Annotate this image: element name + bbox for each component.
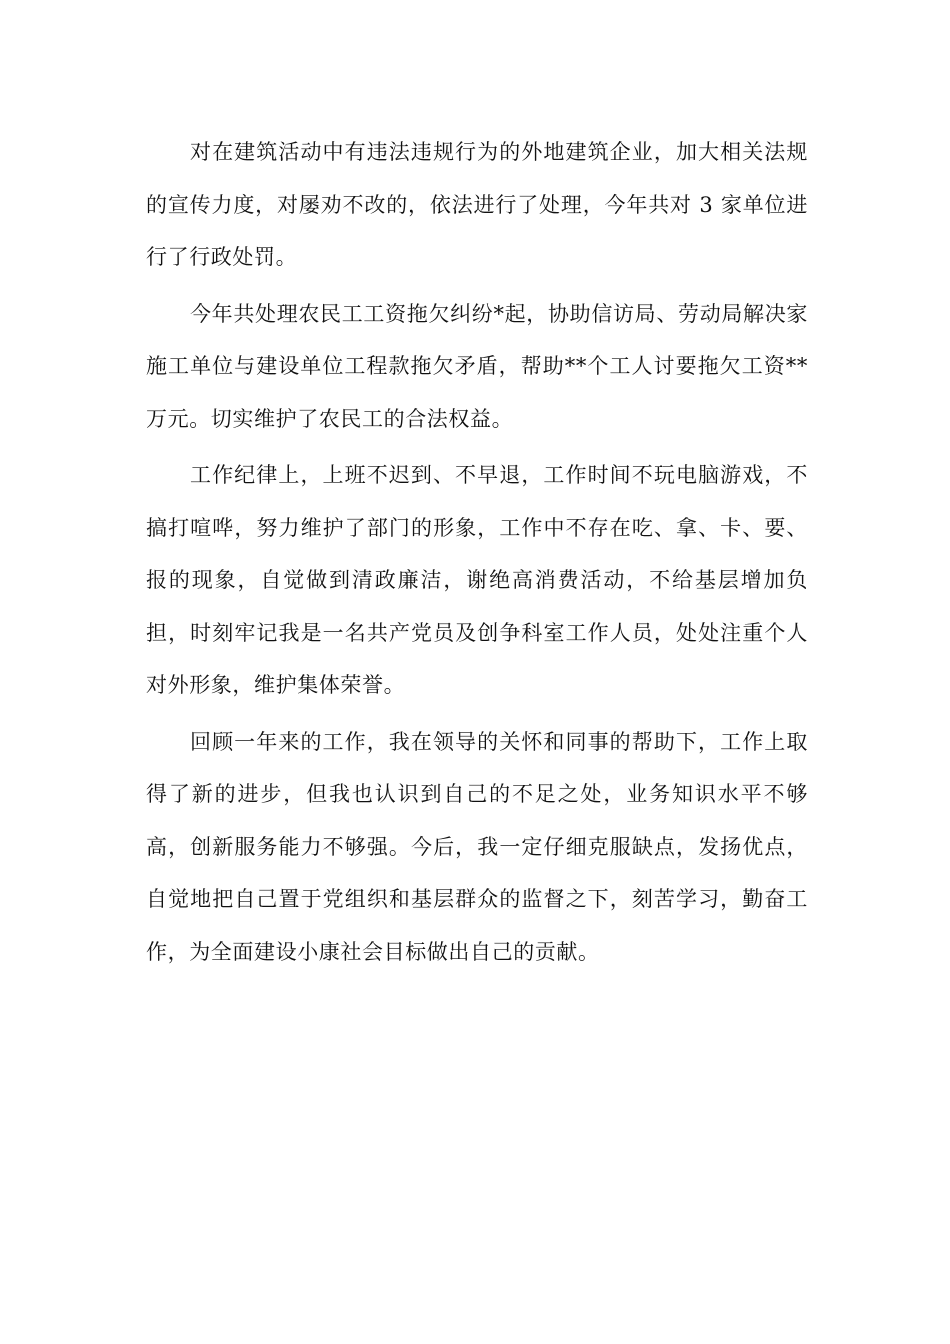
paragraph-4: 回顾一年来的工作，我在领导的关怀和同事的帮助下，工作上取得了新的进步，但我也认识到自己的不足之处，业务知识水平不够高，创新服务能力不够强。今后，我一定仔细克服缺点，发扬优点，自觉地把自己置于党组织和基层群众的监督之下，刻苦学习，勤奋工作，为全面建设小康社会目标做出自己的贡献。 bbox=[146, 729, 808, 964]
document-body bbox=[146, 126, 808, 982]
paragraph-1: 对在建筑活动中有违法违规行为的外地建筑企业，加大相关法规的宣传力度，对屡劝不改的，依法进行了处理，今年共对 3 家单位进行了行政处罚。 bbox=[146, 140, 808, 269]
paragraph-3: 工作纪律上，上班不迟到、不早退，工作时间不玩电脑游戏，不搞打喧哗，努力维护了部门的形象，工作中不存在吃、拿、卡、要、报的现象，自觉做到清政廉洁，谢绝高消费活动，不给基层增加负担，时刻牢记我是一名共产党员及创争科室工作人员，处处注重个人对外形象，维护集体荣誉。 bbox=[146, 463, 808, 697]
paragraph-2: 今年共处理农民工工资拖欠纠纷*起，协助信访局、劳动局解决家施工单位与建设单位工程款拖欠矛盾，帮助**个工人讨要拖欠工资**万元。切实维护了农民工的合法权益。 bbox=[146, 301, 808, 431]
